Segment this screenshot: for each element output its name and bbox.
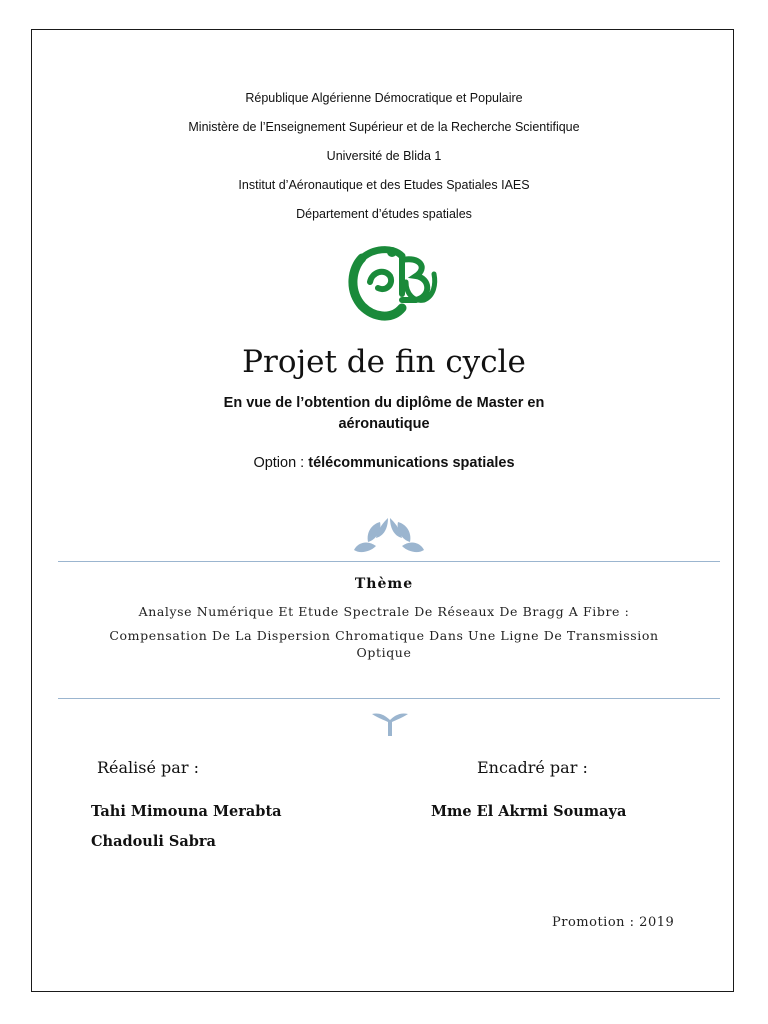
fleuron-ornament-icon	[370, 710, 410, 738]
option-line	[0, 455, 768, 471]
promotion-year: Promotion : 2019	[552, 915, 675, 930]
option-label: Option :	[253, 455, 305, 471]
supervisor-label: Encadré par :	[477, 758, 588, 777]
header-university: Université de Blida 1	[326, 149, 442, 163]
option-value: télécommunications spatiales	[308, 455, 515, 471]
header-republic: République Algérienne Démocratique et Populaire	[245, 91, 523, 105]
subtitle-line1: En vue de l’obtention du diplôme de Master en	[223, 395, 545, 411]
university-logo-icon	[340, 238, 444, 326]
theme-line-3: Optique	[356, 645, 412, 660]
divider-bottom	[58, 698, 720, 699]
theme-line-2: Compensation De La Dispersion Chromatique Dans Une Ligne De Transmission	[109, 628, 659, 643]
theme-heading: Thème	[354, 576, 414, 592]
authors-label: Réalisé par :	[97, 758, 199, 777]
author-name-1: Tahi Mimouna Merabta	[91, 803, 282, 820]
leaf-ornament-icon	[348, 512, 430, 556]
header-ministry: Ministère de l’Enseignement Supérieur et de la Recherche Scientifique	[188, 120, 580, 134]
header-department: Département d’études spatiales	[296, 207, 472, 221]
divider-top	[58, 561, 720, 562]
subtitle-line2: aéronautique	[338, 416, 430, 432]
theme-line-1: Analyse Numérique Et Etude Spectrale De Réseaux De Bragg A Fibre :	[138, 604, 630, 619]
header-institute: Institut d’Aéronautique et des Etudes Spatiales IAES	[238, 178, 530, 192]
author-name-2: Chadouli Sabra	[91, 833, 216, 850]
page-title: Projet de fin cycle	[242, 344, 526, 380]
supervisor-name: Mme El Akrmi Soumaya	[431, 803, 627, 820]
